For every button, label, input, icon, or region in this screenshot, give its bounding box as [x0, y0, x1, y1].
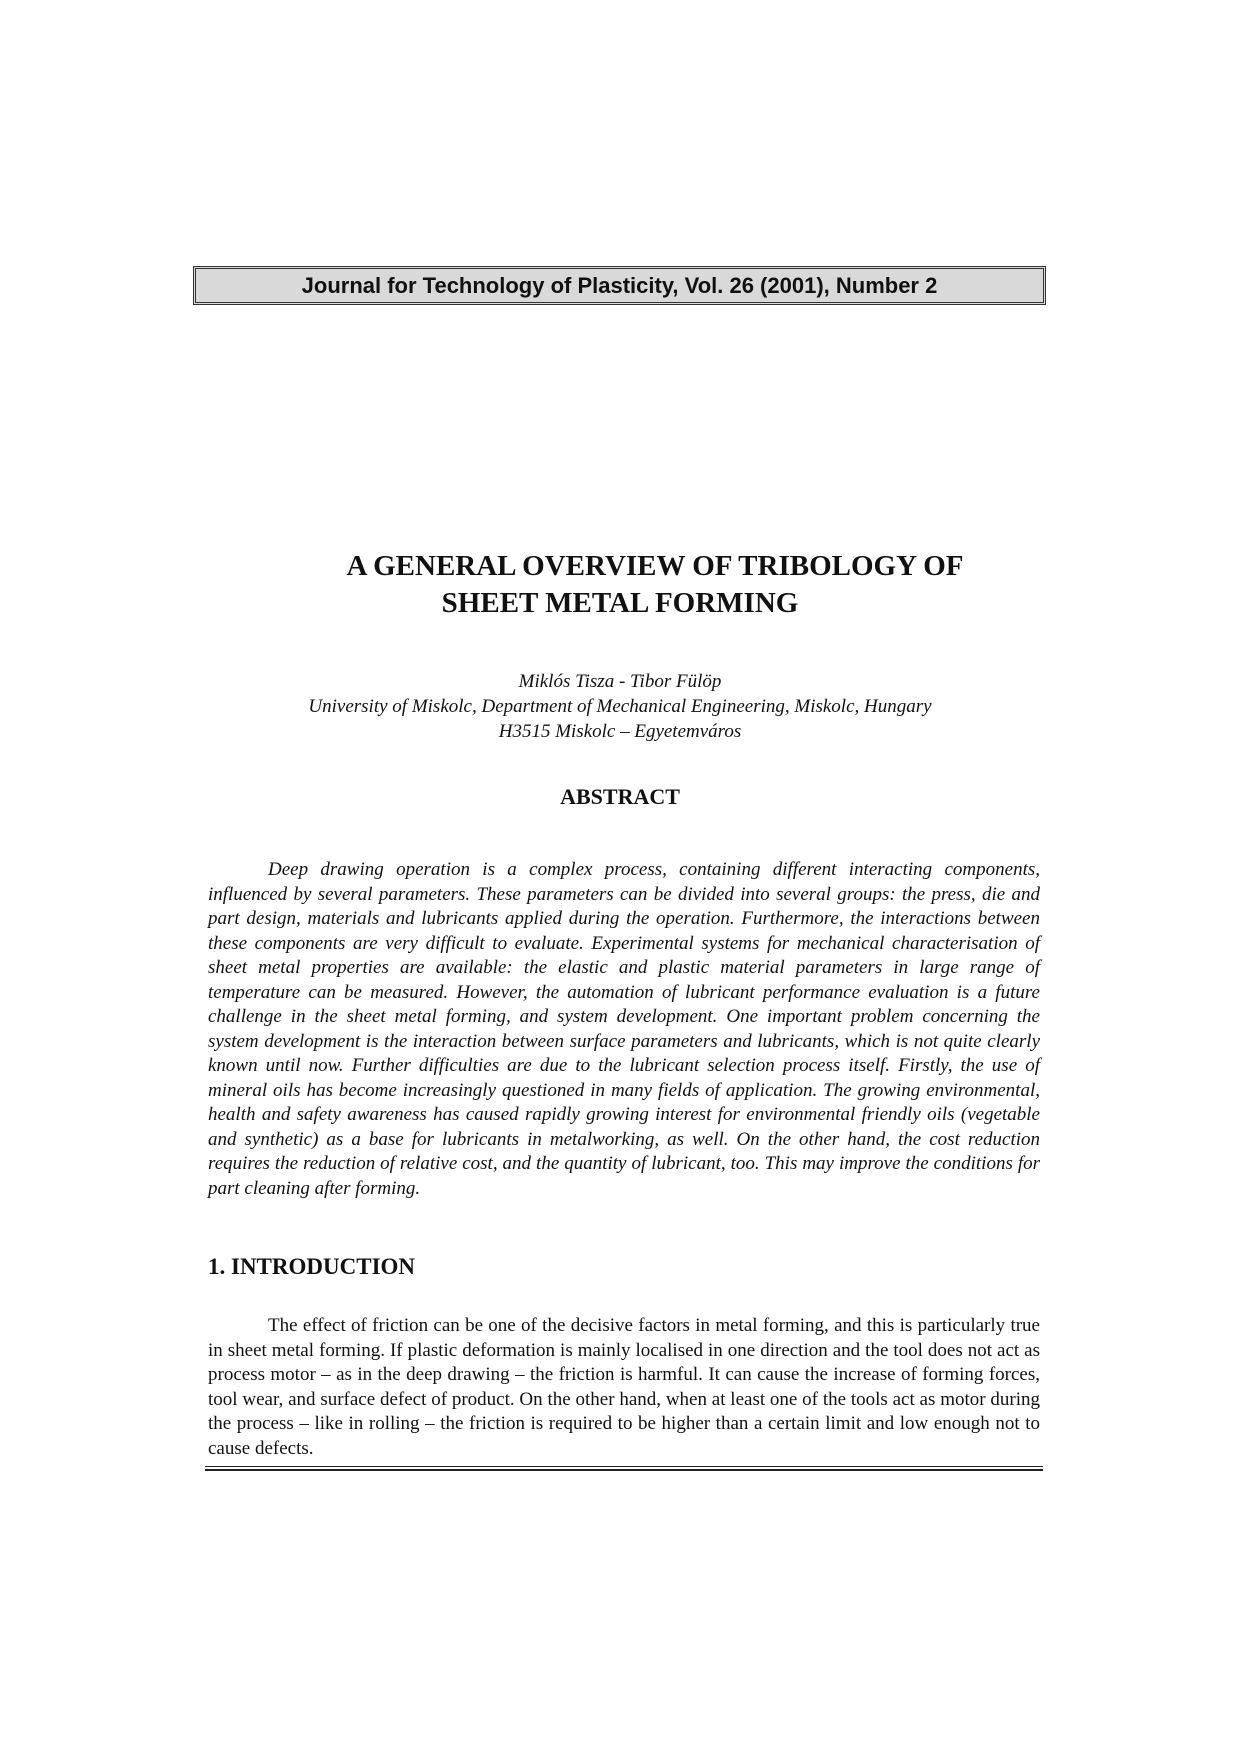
affiliation: University of Miskolc, Department of Mechanical Engineering, Miskolc, Hungary [308, 696, 932, 717]
paper-title-line-2: SHEET METAL FORMING [441, 587, 799, 619]
address: H3515 Miskolc – Egyetemváros [498, 721, 742, 742]
introduction-heading: 1. INTRODUCTION [208, 1254, 416, 1279]
author-block [200, 669, 1040, 744]
footer-divider [205, 1466, 1043, 1471]
introduction-text: The effect of friction can be one of the decisive factors in metal forming, and this is particularly true in sheet metal forming. If plastic deformation is mainly localised in one direction and the tool does not act as process motor – as in the deep drawing – the friction is harmful. It can cause the increase of forming forces, tool wear, and surface defect of product. On the other hand, when at least one of the tools act as motor during the process – like in rolling – the friction is required to be higher than a certain limit and low enough not to cause defects. [208, 1315, 1040, 1459]
abstract-heading: ABSTRACT [560, 784, 680, 809]
journal-header-text: Journal for Technology of Plasticity, Vol. 26 (2001), Number 2 [301, 272, 938, 298]
abstract-text: Deep drawing operation is a complex process, containing different interacting components, influenced by several parameters. These parameters can be divided into several groups: the press, die and part design, materials and lubricants applied during the operation. Furthermore, the interactions between these components are very difficult to evaluate. Experimental systems for mechanical characterisation of sheet metal properties are available: the elastic and plastic material parameters in large range of temperature can be measured. However, the automation of lubricant performance evaluation is a future challenge in the sheet metal forming, and system development. One important problem concerning the system development is the interaction between surface parameters and lubricants, which is not quite clearly known until now. Further difficulties are due to the lubricant selection process itself. Firstly, the use of mineral oils has become increasingly questioned in many fields of application. The growing environmental, health and safety awareness has caused rapidly growing interest for environmental friendly oils (vegetable and synthetic) as a base for lubricants in metalworking, as well. On the other hand, the cost reduction requires the reduction of relative cost, and the quantity of lubricant, too. This may improve the conditions for part cleaning after forming. [208, 859, 1040, 1199]
journal-header [193, 266, 1046, 305]
paper-title-line-1: A GENERAL OVERVIEW OF TRIBOLOGY OF [346, 550, 964, 582]
authors: Miklós Tisza - Tibor Fülöp [518, 671, 722, 692]
paper-title [200, 548, 1040, 622]
